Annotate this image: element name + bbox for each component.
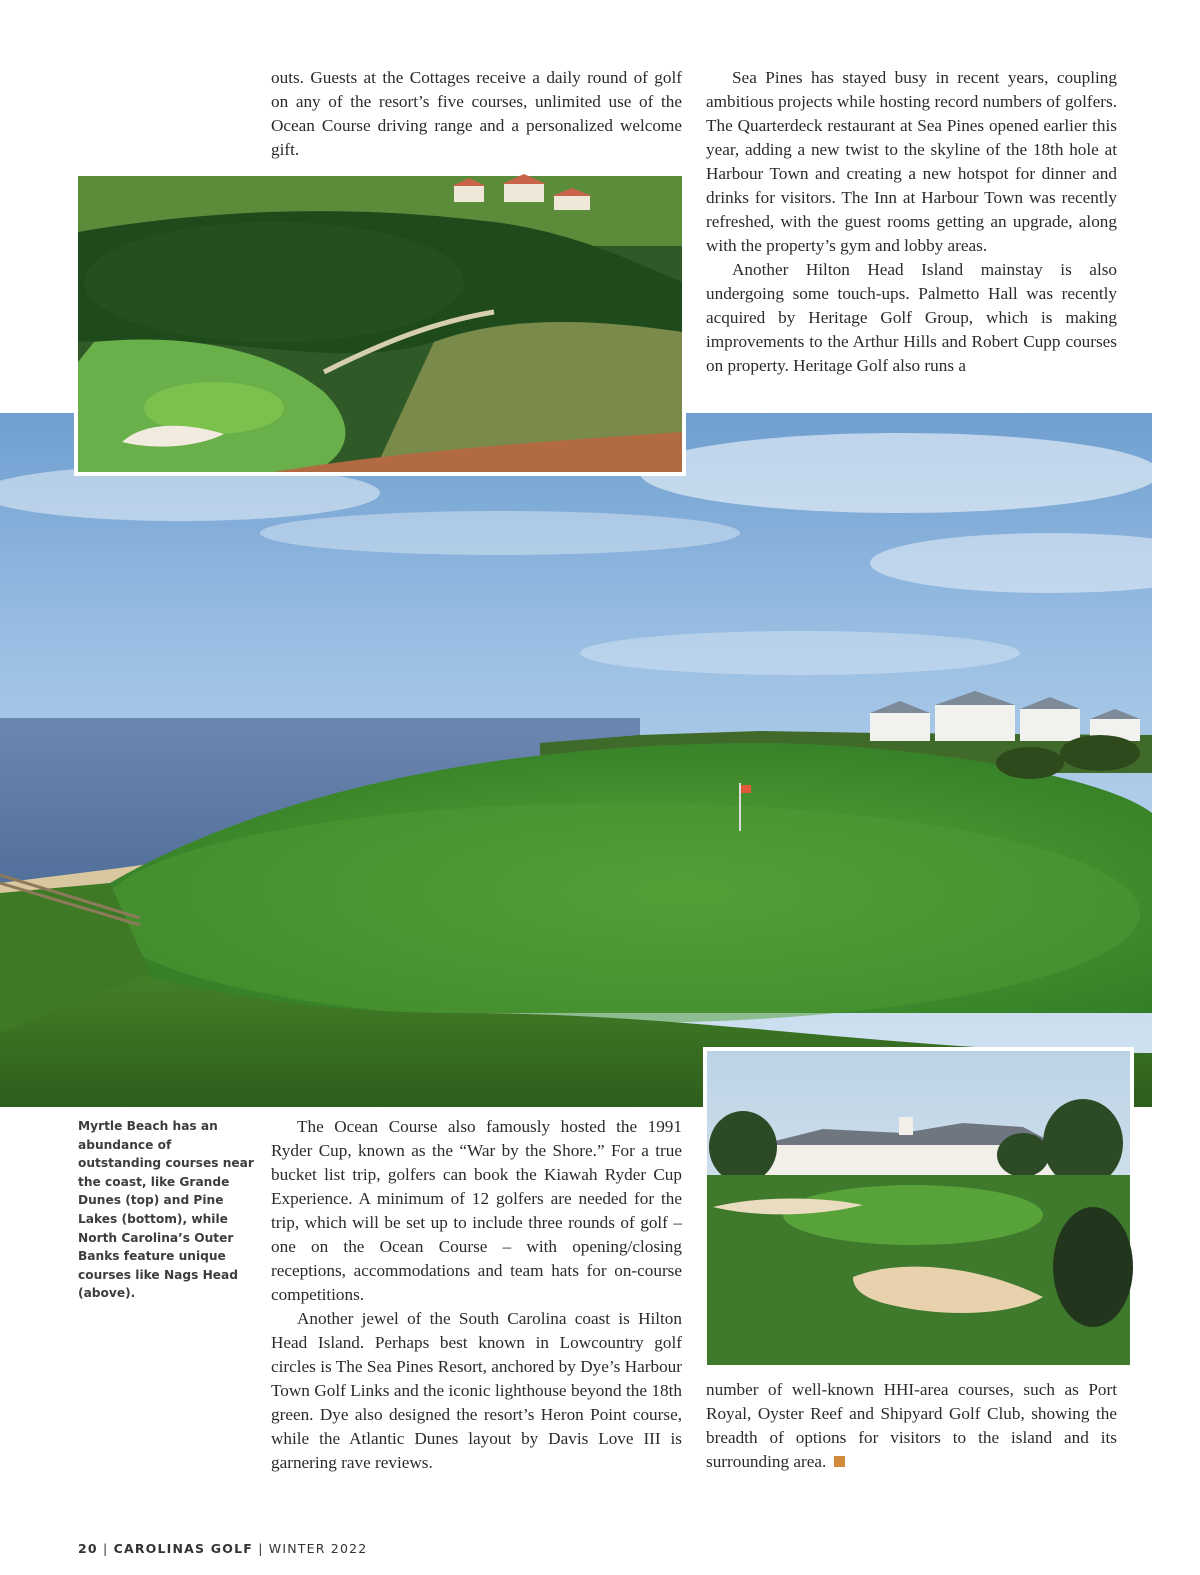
column-top-right xyxy=(706,66,1117,378)
inset-bottom-art xyxy=(703,1047,1134,1369)
paragraph: outs. Guests at the Cottages receive a daily round of golf on any of the resort’s five courses, unlimited use of the Ocean Course driving range and a personalized welcome gift. xyxy=(271,68,682,159)
column-bottom-right xyxy=(706,1378,1117,1474)
column-bottom-left xyxy=(271,1115,682,1475)
column-top-left xyxy=(271,66,682,162)
paragraph: Another jewel of the South Carolina coast is Hilton Head Island. Perhaps best known in Lowcountry golf circles is The Sea Pines Resort, anchored by Dye’s Harbour Town Golf Links and the iconic lighthouse beyond the 18th green. Dye also designed the resort’s Heron Point course, while the Atlantic Dunes layout by Davis Love III is garnering rave reviews. xyxy=(271,1309,682,1472)
page-number: 20 xyxy=(78,1541,98,1556)
paragraph: Another Hilton Head Island mainstay is also undergoing some touch-ups. Palmetto Hall was recently acquired by Heritage Golf Group, which is making improvements to the Arthur Hills and Robert Cupp courses on property. Heritage Golf also runs a xyxy=(706,260,1117,375)
paragraph: Sea Pines has stayed busy in recent years, coupling ambitious projects while hosting record numbers of golfers. The Quarterdeck restaurant at Sea Pines opened earlier this year, adding a new twist to the skyline of the 18th hole at Harbour Town and creating a new hotspot for dinner and drinks for visitors. The Inn at Harbour Town was recently refreshed, with the guest rooms getting an upgrade, along with the property’s gym and lobby areas. xyxy=(706,68,1117,255)
inset-photo-grande-dunes xyxy=(74,172,686,476)
paragraph: The Ocean Course also famously hosted the 1991 Ryder Cup, known as the “War by the Shore.” For a true bucket list trip, golfers can book the Kiawah Ryder Cup Experience. A minimum of 12 golfers are needed for the trip, which will be set up to include three rounds of golf – one on the Ocean Course – with opening/closing receptions, accommodations and team hats for on-course competitions. xyxy=(271,1117,682,1304)
hero-photo-nags-head xyxy=(0,413,1152,1107)
paragraph-text: number of well-known HHI-area courses, such as Port Royal, Oyster Reef and Shipyard Golf Club, showing the breadth of options for visitors to the island and its surrounding area. xyxy=(706,1380,1117,1471)
issue-date: WINTER 2022 xyxy=(268,1541,368,1556)
folio-separator: | xyxy=(102,1541,109,1556)
hero-photo-art xyxy=(0,413,1152,1107)
photo-caption: Myrtle Beach has an abundance of outstanding courses near the coast, like Grande Dunes (top) and Pine Lakes (bottom), while North Carolina’s Outer Banks feature unique courses like Nags Head (above). xyxy=(78,1119,254,1301)
publication-name: CAROLINAS GOLF xyxy=(113,1541,253,1556)
page-folio xyxy=(78,1541,367,1556)
inset-top-art xyxy=(74,172,686,476)
folio-separator: | xyxy=(258,1541,264,1556)
paragraph xyxy=(706,1378,1117,1474)
inset-photo-pine-lakes xyxy=(703,1047,1134,1369)
end-mark-icon xyxy=(834,1456,845,1467)
